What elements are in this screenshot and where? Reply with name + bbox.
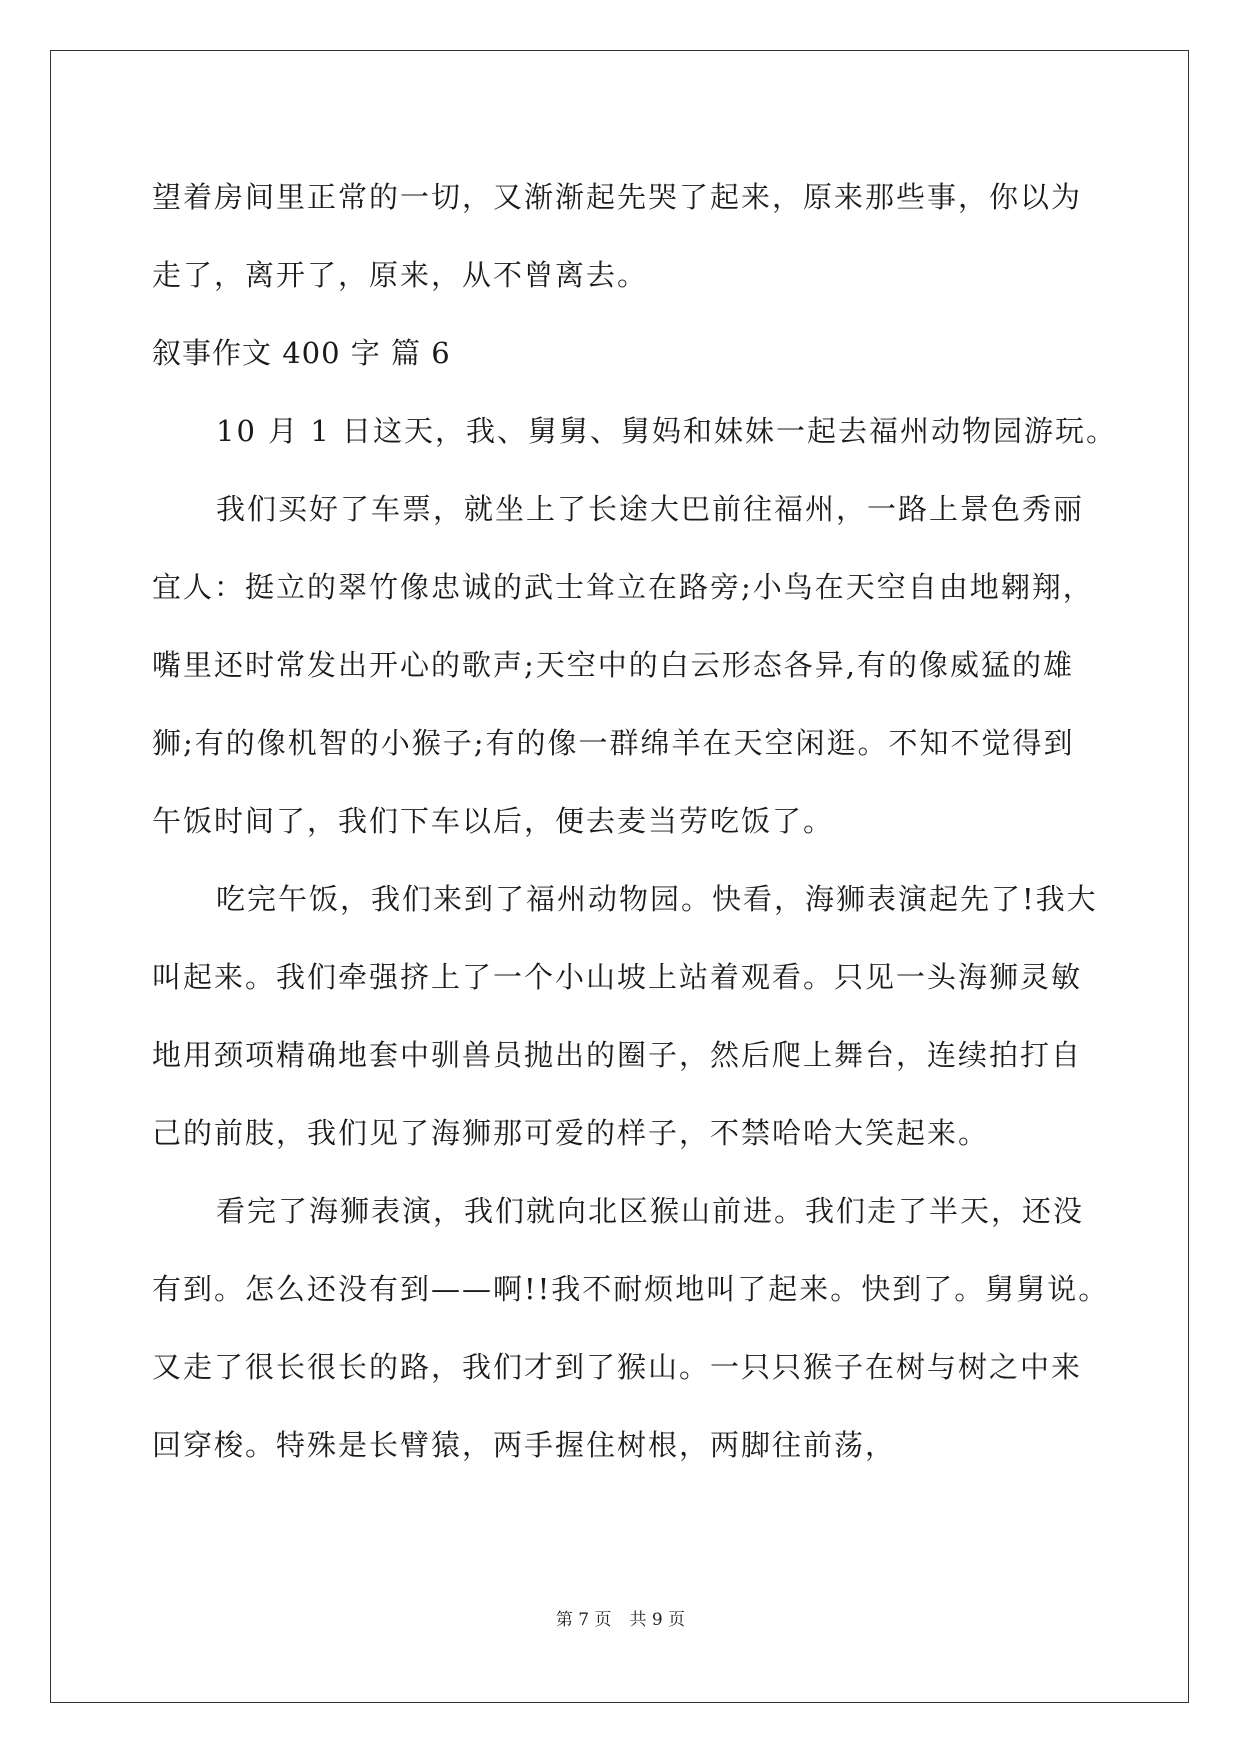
paragraph-2-line-5: 午饭时间了，我们下车以后，便去麦当劳吃饭了。 (152, 804, 835, 838)
page-footer (0, 1608, 1241, 1632)
paragraph-2-line-3: 嘴里还时常发出开心的歌声;天空中的白云形态各异,有的像威猛的雄 (152, 648, 1074, 682)
section-heading: 叙事作文 400 字 篇 6 (152, 336, 451, 370)
paragraph-3-line-3: 地用颈项精确地套中驯兽员抛出的圈子，然后爬上舞台，连续拍打自 (152, 1038, 1083, 1072)
text-line-1: 望着房间里正常的一切，又渐渐起先哭了起来，原来那些事，你以为 (152, 180, 1083, 214)
paragraph-1-line-1: 10 月 1 日这天，我、舅舅、舅妈和妹妹一起去福州动物园游玩。 (216, 414, 1118, 448)
page-total: 共 9 页 (629, 1610, 686, 1630)
paragraph-2-line-2: 宜人：挺立的翠竹像忠诚的武士耸立在路旁;小鸟在天空自由地翱翔， (152, 570, 1094, 604)
paragraph-3-line-1: 吃完午饭，我们来到了福州动物园。快看，海狮表演起先了!我大 (216, 882, 1098, 916)
text-line-2: 走了，离开了，原来，从不曾离去。 (152, 258, 649, 292)
paragraph-4-line-2: 有到。怎么还没有到——啊!!我不耐烦地叫了起来。快到了。舅舅说。 (152, 1272, 1110, 1306)
paragraph-4-line-4: 回穿梭。特殊是长臂猿，两手握住树根，两脚往前荡， (152, 1428, 897, 1462)
page-number: 第 7 页 (555, 1610, 612, 1630)
paragraph-2-line-1: 我们买好了车票，就坐上了长途大巴前往福州，一路上景色秀丽 (216, 492, 1085, 526)
paragraph-2-line-4: 狮;有的像机智的小猴子;有的像一群绵羊在天空闲逛。不知不觉得到 (152, 726, 1075, 760)
paragraph-3-line-2: 叫起来。我们牵强挤上了一个小山坡上站着观看。只见一头海狮灵敏 (152, 960, 1083, 994)
paragraph-4-line-1: 看完了海狮表演，我们就向北区猴山前进。我们走了半天，还没 (216, 1194, 1085, 1228)
paragraph-4-line-3: 又走了很长很长的路，我们才到了猴山。一只只猴子在树与树之中来 (152, 1350, 1083, 1384)
document-body (152, 158, 1118, 1484)
paragraph-3-line-4: 己的前肢，我们见了海狮那可爱的样子，不禁哈哈大笑起来。 (152, 1116, 990, 1150)
